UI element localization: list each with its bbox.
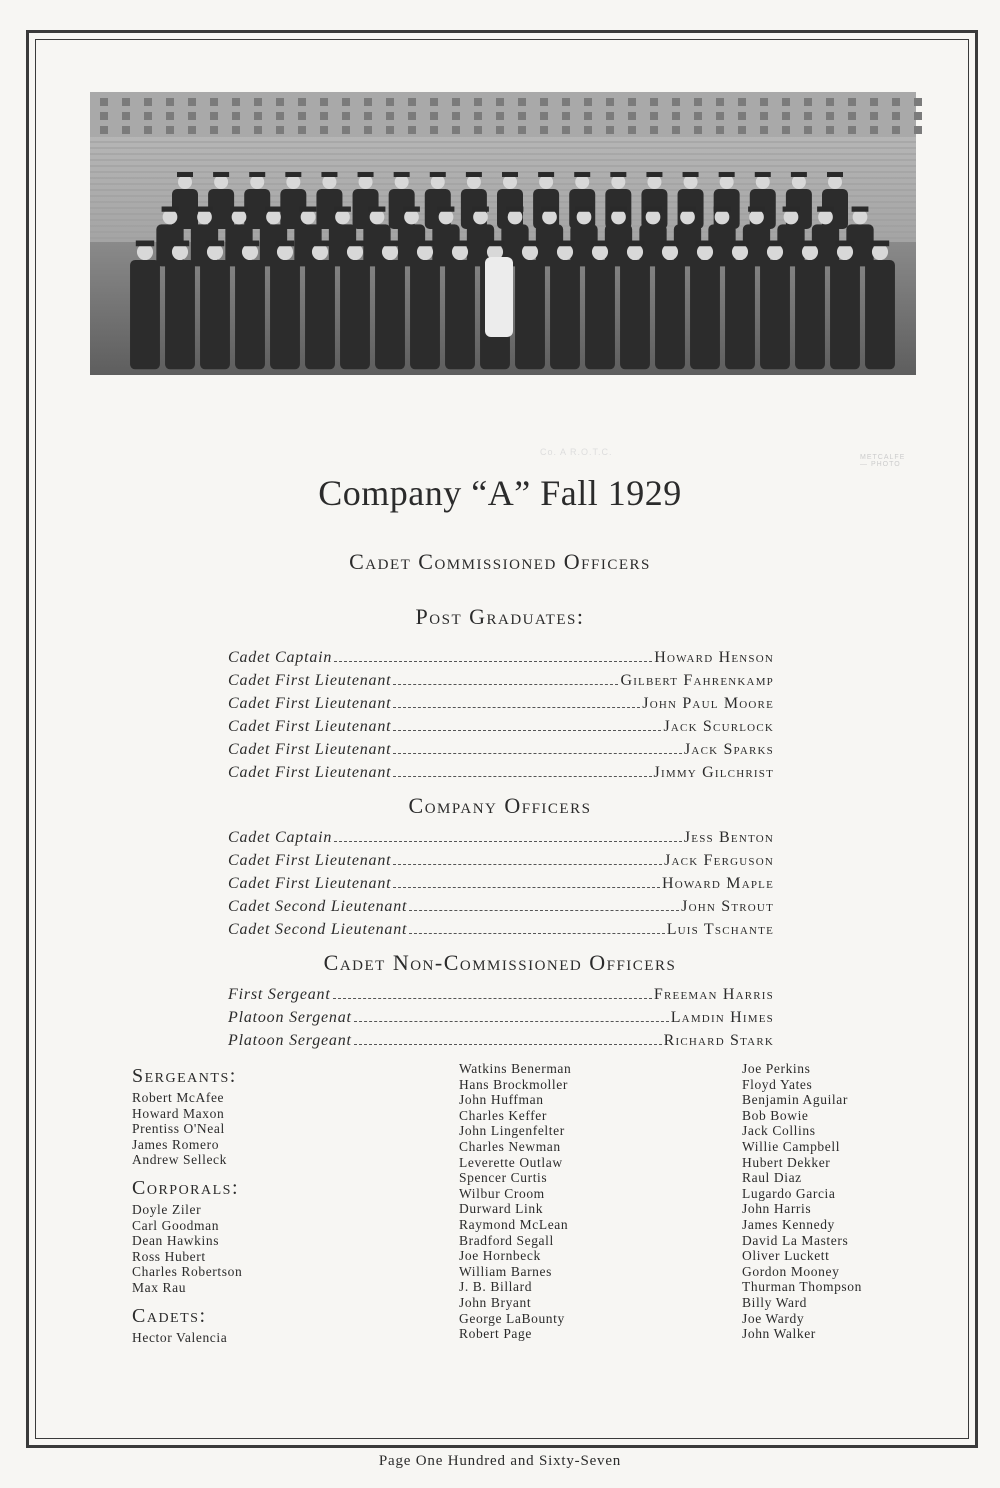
- leader-dashes: [333, 998, 652, 999]
- non-commissioned-roster: [228, 983, 774, 1052]
- cadets-label: Cadets:: [132, 1304, 207, 1327]
- leader-dashes: [334, 661, 652, 662]
- list-item: Hans Brockmoller: [459, 1076, 568, 1092]
- officer-name: Jimmy Gilchrist: [653, 764, 774, 781]
- list-item: Joe Wardy: [742, 1310, 805, 1326]
- list-item: George LaBounty: [459, 1310, 565, 1326]
- list-item: David La Masters: [742, 1232, 849, 1248]
- photo-credit: METCALFE — PHOTO: [860, 454, 906, 468]
- corporals-label: Corporals:: [132, 1176, 240, 1199]
- leader-dashes: [393, 730, 661, 731]
- list-item: Benjamin Aguilar: [742, 1092, 848, 1108]
- list-item: Charles Keffer: [459, 1107, 547, 1123]
- rank-label: Cadet First Lieutenant: [228, 764, 392, 781]
- roster-row: [228, 692, 774, 715]
- list-item: Doyle Ziler: [132, 1201, 202, 1217]
- roster-row: [228, 872, 774, 895]
- page-title: Company “A” Fall 1929: [318, 473, 682, 513]
- officer-name: Howard Henson: [654, 649, 774, 666]
- sergeants-group: [132, 1064, 242, 1168]
- list-item: J. B. Billard: [459, 1279, 533, 1295]
- heading-post-graduates: Post Graduates:: [415, 604, 585, 629]
- list-item: Carl Goodman: [132, 1217, 220, 1233]
- list-item: Thurman Thompson: [742, 1279, 862, 1295]
- company-officers-roster: [228, 826, 774, 941]
- officer-name: John Strout: [681, 898, 774, 915]
- list-item: Watkins Benerman: [459, 1061, 572, 1076]
- list-item: John Walker: [742, 1326, 816, 1342]
- officer-name: Jess Benton: [683, 829, 774, 846]
- officer-name: Lamdin Himes: [670, 1009, 774, 1026]
- leader-dashes: [393, 864, 662, 865]
- list-item: John Huffman: [459, 1092, 544, 1108]
- roster-row: [228, 1029, 774, 1052]
- officer-name: Richard Stark: [663, 1032, 774, 1049]
- rank-label: Platoon Sergeant: [228, 1032, 352, 1049]
- leader-dashes: [393, 753, 682, 754]
- rank-label: Cadet Captain: [228, 829, 333, 846]
- cadets-group: [132, 1304, 242, 1346]
- list-item: Billy Ward: [742, 1294, 808, 1310]
- officer-name: Jack Ferguson: [664, 852, 774, 869]
- rank-label: Cadet First Lieutenant: [228, 875, 392, 892]
- list-item: Floyd Yates: [742, 1076, 813, 1092]
- list-item: John Lingenfelter: [459, 1123, 565, 1139]
- leader-dashes: [409, 910, 679, 911]
- sergeants-label: Sergeants:: [132, 1065, 237, 1087]
- officer-name: Howard Maple: [661, 875, 774, 892]
- list-item: Lugardo Garcia: [742, 1185, 836, 1201]
- officer-name: Jack Scurlock: [663, 718, 774, 735]
- list-column-1: [132, 1064, 242, 1345]
- rank-label: Cadet First Lieutenant: [228, 672, 392, 689]
- list-item: Joe Hornbeck: [459, 1248, 541, 1264]
- roster-row: [228, 895, 774, 918]
- list-item: Hubert Dekker: [742, 1154, 831, 1170]
- leader-dashes: [354, 1044, 662, 1045]
- list-item: Howard Maxon: [132, 1105, 225, 1121]
- list-item: Raymond McLean: [459, 1216, 569, 1232]
- page-footer: Page One Hundred and Sixty-Seven: [378, 1453, 622, 1469]
- list-column-2: [459, 1061, 571, 1342]
- list-item: William Barnes: [459, 1263, 552, 1279]
- rank-label: Cadet First Lieutenant: [228, 718, 392, 735]
- rank-label: Cadet First Lieutenant: [228, 741, 392, 758]
- list-item: Willie Campbell: [742, 1138, 841, 1154]
- list-item: Ross Hubert: [132, 1248, 206, 1264]
- company-group-photo: [90, 92, 916, 468]
- list-item: James Kennedy: [742, 1216, 835, 1232]
- roster-row: [228, 669, 774, 692]
- post-graduates-roster: [228, 646, 774, 784]
- list-item: Charles Newman: [459, 1138, 561, 1154]
- list-item: James Romero: [132, 1136, 220, 1152]
- officer-name: John Paul Moore: [642, 695, 774, 712]
- officer-name: Gilbert Fahrenkamp: [620, 672, 774, 689]
- list-item: Robert McAfee: [132, 1090, 225, 1105]
- list-column-3: [742, 1061, 862, 1342]
- roster-row: [228, 983, 774, 1006]
- roster-row: [228, 849, 774, 872]
- list-item: Jack Collins: [742, 1123, 816, 1139]
- leader-dashes: [393, 707, 640, 708]
- list-item: John Bryant: [459, 1294, 532, 1310]
- leader-dashes: [393, 684, 618, 685]
- list-item: Dean Hawkins: [132, 1233, 220, 1249]
- rank-label: First Sergeant: [228, 986, 331, 1003]
- roster-row: [228, 826, 774, 849]
- officer-name: Jack Sparks: [684, 741, 774, 758]
- list-item: Bradford Segall: [459, 1232, 554, 1248]
- list-item: Bob Bowie: [742, 1107, 809, 1123]
- list-item: John Harris: [742, 1201, 812, 1217]
- list-item: Joe Perkins: [742, 1061, 811, 1076]
- corporals-group: [132, 1176, 242, 1296]
- rank-label: Cadet Captain: [228, 649, 333, 666]
- list-item: Raul Diaz: [742, 1170, 802, 1186]
- roster-row: [228, 761, 774, 784]
- list-item: Prentiss O'Neal: [132, 1121, 225, 1137]
- rank-label: Platoon Sergenat: [228, 1009, 352, 1026]
- rank-label: Cadet Second Lieutenant: [228, 921, 408, 938]
- leader-dashes: [409, 933, 664, 934]
- list-item: Leverette Outlaw: [459, 1154, 563, 1170]
- roster-row: [228, 918, 774, 941]
- leader-dashes: [393, 887, 660, 888]
- rank-label: Cadet Second Lieutenant: [228, 898, 408, 915]
- group-photo-image: [90, 92, 916, 375]
- list-item: Hector Valencia: [132, 1329, 228, 1345]
- roster-row: [228, 738, 774, 761]
- list-item: Oliver Luckett: [742, 1248, 830, 1264]
- heading-commissioned-officers: Cadet Commissioned Officers: [349, 549, 651, 574]
- roster-row: [228, 646, 774, 669]
- list-item: Spencer Curtis: [459, 1170, 548, 1186]
- roster-row: [228, 715, 774, 738]
- list-item: Gordon Mooney: [742, 1263, 840, 1279]
- rank-label: Cadet First Lieutenant: [228, 695, 392, 712]
- rank-label: Cadet First Lieutenant: [228, 852, 392, 869]
- list-item: Durward Link: [459, 1201, 544, 1217]
- list-item: Andrew Selleck: [132, 1152, 227, 1168]
- leader-dashes: [334, 841, 682, 842]
- heading-company-officers: Company Officers: [408, 793, 592, 818]
- list-item: Robert Page: [459, 1326, 532, 1342]
- photo-caption: Co. A R.O.T.C.: [540, 447, 613, 457]
- heading-non-commissioned-officers: Cadet Non-Commissioned Officers: [323, 950, 677, 975]
- list-item: Charles Robertson: [132, 1264, 243, 1280]
- leader-dashes: [393, 776, 651, 777]
- list-item: Wilbur Croom: [459, 1185, 545, 1201]
- leader-dashes: [354, 1021, 669, 1022]
- list-item: Max Rau: [132, 1279, 187, 1295]
- officer-name: Freeman Harris: [653, 986, 774, 1003]
- roster-row: [228, 1006, 774, 1029]
- officer-name: Luis Tschante: [666, 921, 774, 938]
